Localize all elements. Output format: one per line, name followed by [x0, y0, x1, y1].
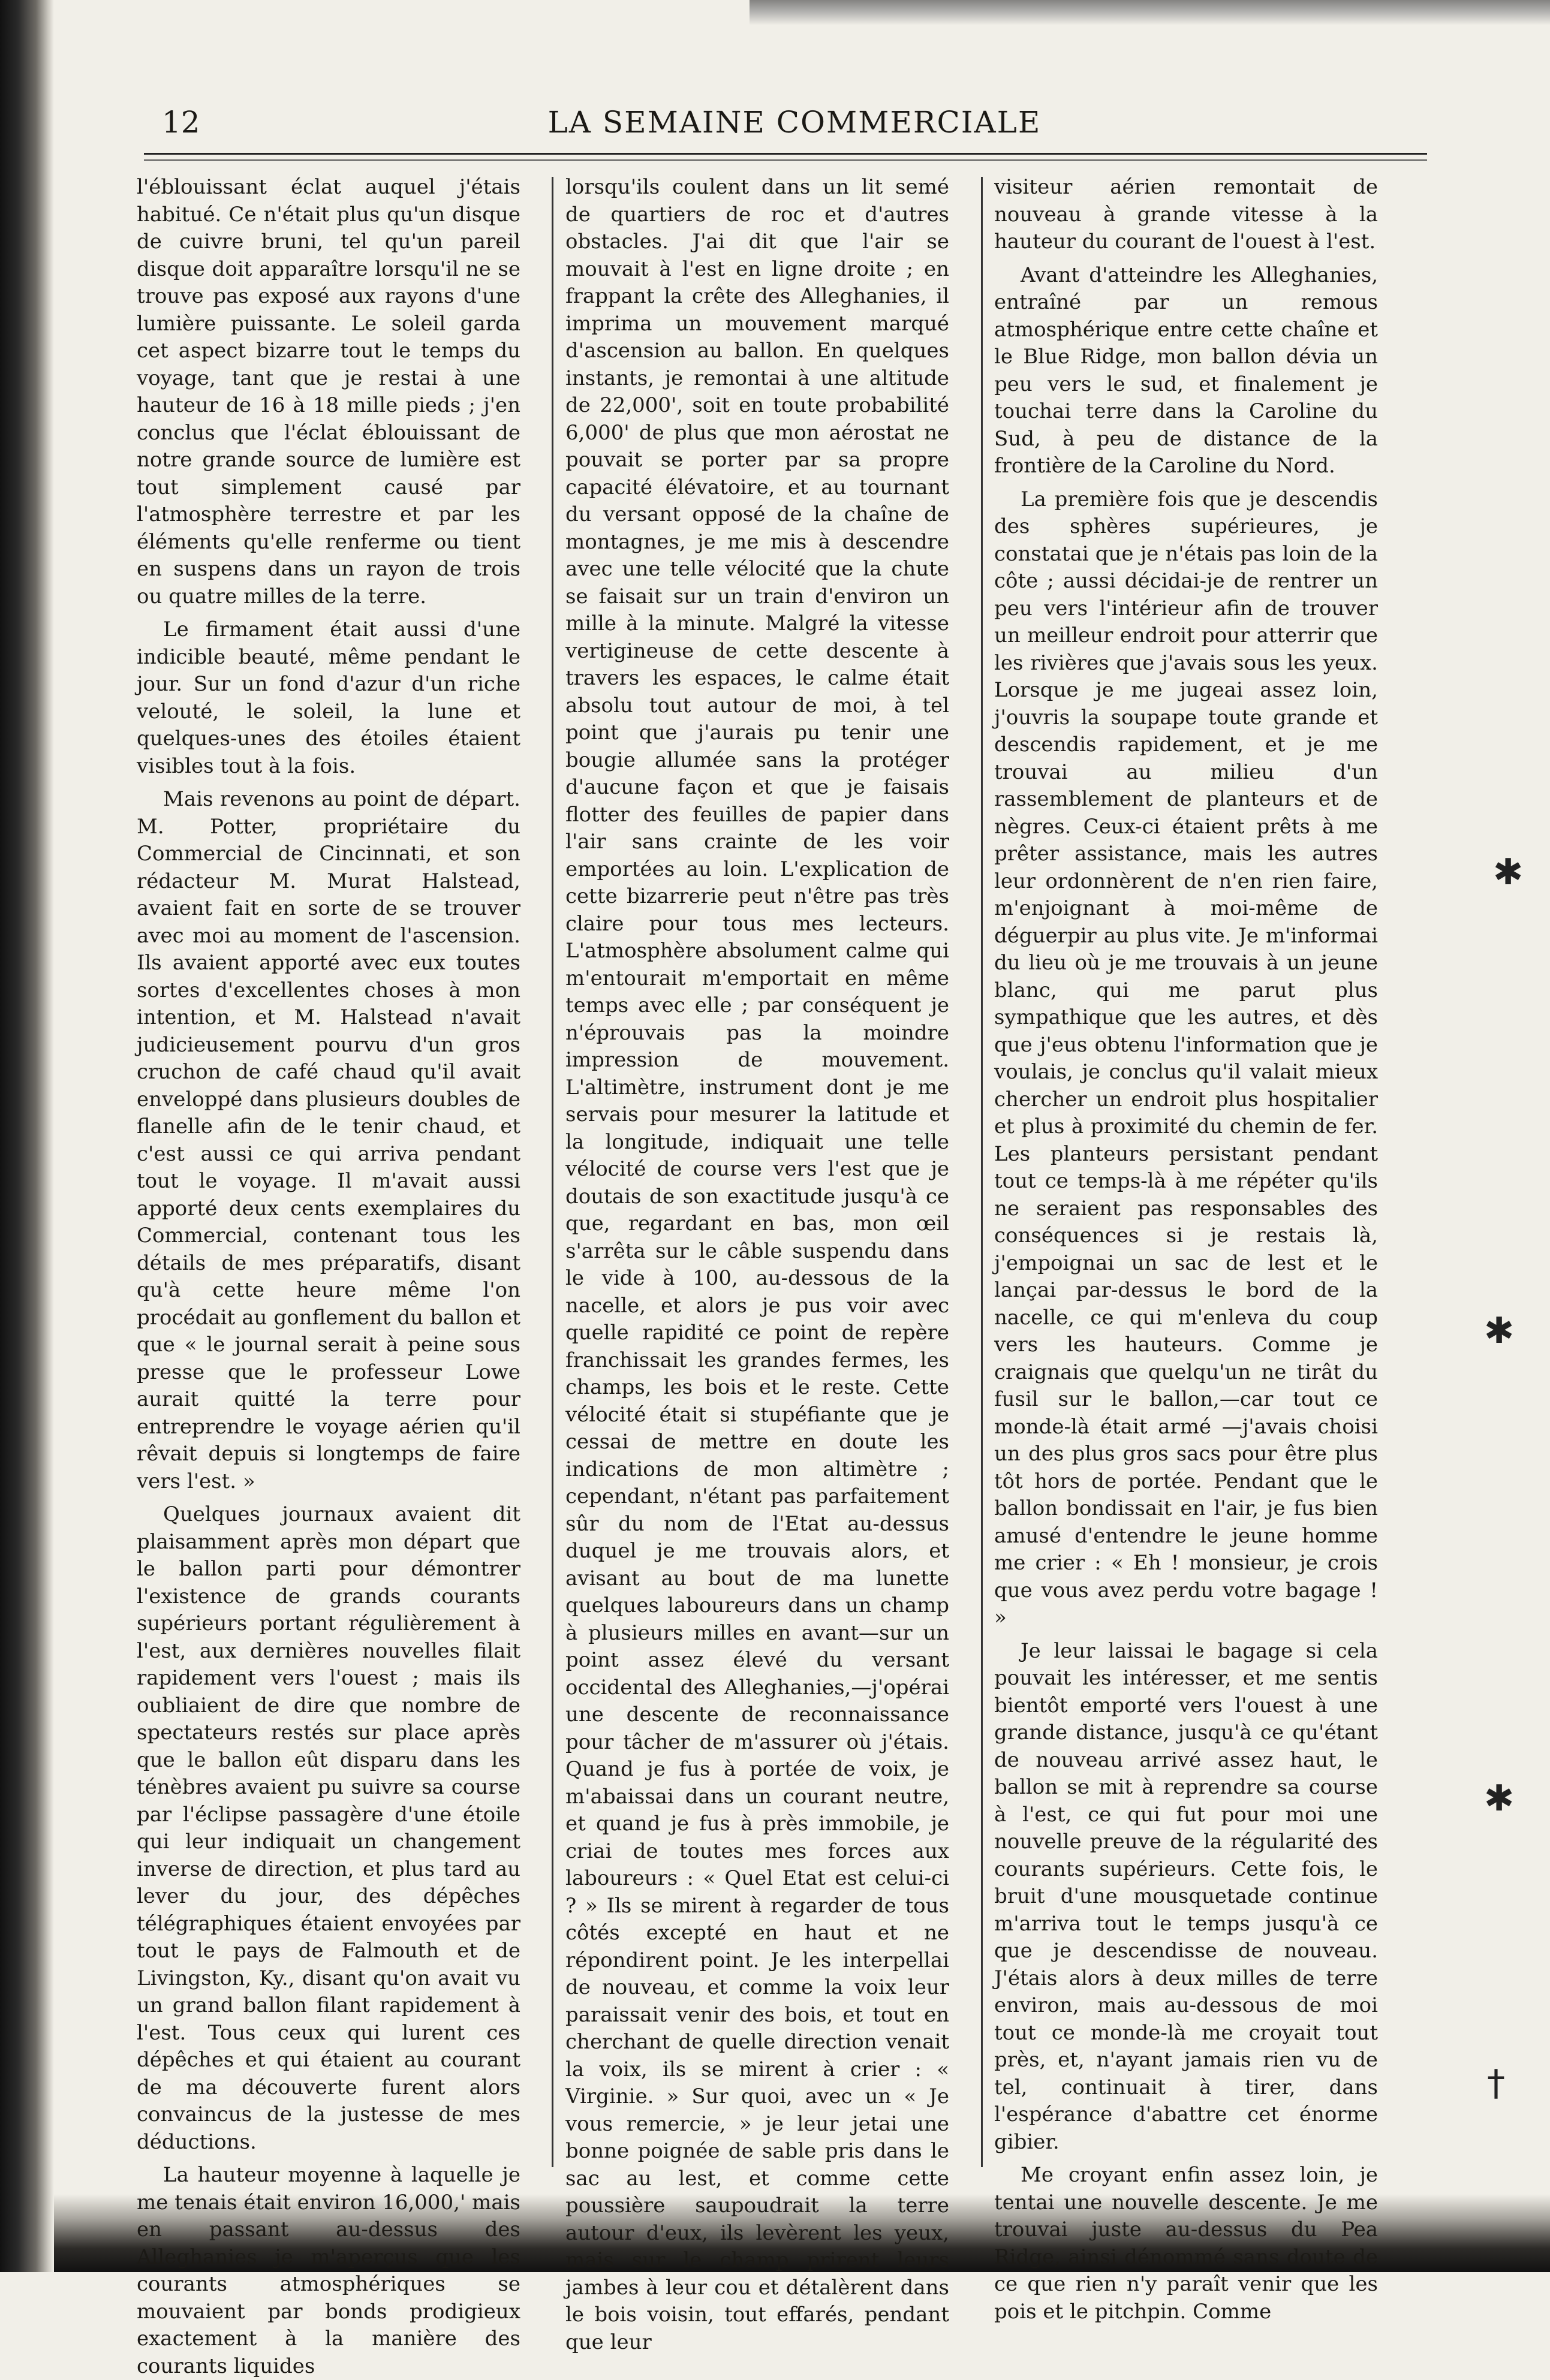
text-column-1	[137, 174, 520, 2378]
journal-title: LA SEMAINE COMMERCIALE	[547, 105, 1042, 140]
margin-mark-icon: ✱	[1493, 851, 1524, 893]
paragraph: visiteur aérien remontait de nouveau à grande vitesse à la hauteur du courant de l'ouest à l'est.	[994, 175, 1378, 254]
text-column-3	[994, 174, 1378, 2324]
paragraph: La hauteur moyenne à laquelle je me tenais était environ 16,000,' mais en passant au-dessus des Alleghanies je m'aperçus que les courants atmosphériques se mouvaient par bonds prodigieux exactement à la manière des courants liquides	[137, 2163, 520, 2378]
paragraph: La première fois que je descendis des sphères supérieures, je constatai que je n'étais pas loin de la côte ; aussi décidai-je de rentrer un peu vers l'intérieur afin de trouver un meilleur endroit pour atterrir que les rivières que j'avais sous les yeux. Lorsque je me jugeai assez loin, j'ouvris la soupape toute grande et descendis rapidement, et je me trouvai au milieu d'un rassemblement de planteurs et de nègres. Ceux-ci étaient prêts à me prêter assistance, mais les autres leur ordonnèrent de n'en rien faire, m'enjoignant à moi-même de déguerpir au plus vite. Je m'informai du lieu où je me trouvais à un jeune blanc, qui me parut plus sympathique que les autres, et dès que j'eus obtenu l'information que je voulais, je conclus qu'il valait mieux chercher un endroit plus hospitalier et plus à proximité du chemin de fer. Les planteurs persistant pendant tout ce temps-là à me répéter qu'ils ne seraient pas responsables des conséquences si je restais là, j'empoignai un sac de lest et le lançai par-dessus le bord de la nacelle, ce qui m'enleva du coup vers les hauteurs. Comme je craignais que quelqu'un ne tirât du fusil sur le ballon,—car tout ce monde-là était armé —j'avais choisi un des plus gros sacs pour être plus tôt hors de portée. Pendant que le ballon bondissait en l'air, je fus bien amusé d'entendre le jeune homme me crier : « Eh ! monsieur, je crois que vous avez perdu votre bagage ! »	[994, 487, 1378, 1629]
paragraph: Je leur laissai le bagage si cela pouvait les intéresser, et me sentis bientôt emporté vers l'ouest à une grande distance, jusqu'à ce qu'étant de nouveau arrivé assez haut, le ballon se mit à reprendre sa course à l'est, ce qui fut pour moi une nouvelle preuve de la régularité des courants supérieurs. Cette fois, le bruit d'une mousquetade continue m'arriva tout le temps jusqu'à ce que je descendisse de nouveau. J'étais alors à deux milles de terre environ, mais au-dessous de moi tout ce monde-là me croyait tout près, et, n'ayant jamais rien vu de tel, continuait à tirer, dans l'espérance d'abattre cet énorme gibier.	[994, 1638, 1378, 2154]
margin-mark-icon: ✱	[1484, 1778, 1515, 1819]
paragraph: Quelques journaux avaient dit plaisamment après mon départ que le ballon parti pour démontrer l'existence de grands courants supérieurs portant régulièrement à l'est, aux dernières nouvelles filait rapidement vers l'ouest ; mais ils oubliaient de dire que nombre de spectateurs restés sur place après que le ballon eût disparu dans les ténèbres avaient pu suivre sa course par l'éclipse passagère d'une étoile qui leur indiquait un changement inverse de direction, et plus tard au lever du jour, des dépêches télégraphiques étaient envoyées par tout le pays de Falmouth et de Livingston, Ky., disant qu'on avait vu un grand ballon filant rapidement à l'est. Tous ceux qui lurent ces dépêches et qui étaient au courant de ma découverte furent alors convaincus de la justesse de mes déductions.	[137, 1502, 520, 2154]
margin-mark-icon: ✱	[1484, 1310, 1515, 1352]
paragraph: l'éblouissant éclat auquel j'étais habitué. Ce n'était plus qu'un disque de cuivre bruni, tel qu'un pareil disque doit apparaître lorsqu'il ne se trouve pas exposé aux rayons d'une lumière puissante. Le soleil garda cet aspect bizarre tout le temps du voyage, tant que je restai à une hauteur de 16 à 18 mille pieds ; j'en conclus que l'éclat éblouissant de notre grande source de lumière est tout simplement causé par l'atmosphère terrestre et par les éléments qu'elle renferme ou tient en suspens dans un rayon de trois ou quatre milles de la terre.	[137, 175, 520, 608]
paragraph: Le firmament était aussi d'une indicible beauté, même pendant le jour. Sur un fond d'azur d'un riche velouté, le soleil, la lune et quelques-unes des étoiles étaient visibles tout à la fois.	[137, 617, 520, 778]
scan-left-edge	[0, 0, 54, 2272]
scan-top-edge	[750, 0, 1550, 25]
column-divider	[981, 177, 983, 2167]
page-header	[162, 99, 1427, 153]
paragraph: lorsqu'ils coulent dans un lit semé de quartiers de roc et d'autres obstacles. J'ai dit que l'air se mouvait à l'est en ligne droite ; en frappant la crête des Alleghanies, il imprima un mouvement marqué d'ascension au ballon. En quelques instants, je remontai à une altitude de 22,000', soit en toute probabilité 6,000' de plus que mon aérostat ne pouvait se porter par sa propre capacité élévatoire, et au tournant du versant opposé de la chaîne de montagnes, je me mis à descendre avec une telle vélocité que la chute se faisait sur un train d'environ un mille à la minute. Malgré la vitesse vertigineuse de cette descente à travers les espaces, le calme était absolu tout autour de moi, à tel point que j'aurais pu tenir une bougie allumée sans la protéger d'aucune façon et que je faisais flotter des feuilles de papier dans l'air sans crainte de les voir emportées au loin. L'explication de cette bizarrerie peut n'être pas très claire pour tous mes lecteurs. L'atmosphère absolument calme qui m'entourait m'emportait en même temps avec elle ; par conséquent je n'éprouvais pas la moindre impression de mouvement. L'altimètre, instrument dont je me servais pour mesurer la latitude et la longitude, indiquait une telle vélocité de course vers l'est que je doutais de son exactitude jusqu'à ce que, regardant en bas, mon œil s'arrêta sur le câble suspendu dans le vide à 100, au-dessous de la nacelle, et alors je pus voir avec quelle rapidité ce point de repère franchissait les grandes fermes, les champs, les bois et le reste. Cette vélocité était si stupéfiante que je cessai de mettre en doute les indications de mon altimètre ; cependant, n'étant pas parfaitement sûr du nom de l'Etat au-dessus duquel je me trouvais alors, et avisant au bout de ma lunette quelques laboureurs dans un champ à plusieurs milles en avant—sur un point assez élevé du versant occidental des Alleghanies,—j'opérai une descente de reconnaissance pour tâcher de m'assurer où j'étais. Quand je fus à portée de voix, je m'abaissai dans un courant neutre, et quand je fus à près immobile, je criai de toutes mes forces aux laboureurs : « Quel Etat est celui-ci ? » Ils se mirent à regarder de tous côtés excepté en haut et ne répondirent point. Je les interpellai de nouveau, et comme la voix leur paraissait venir des bois, et tout en cherchant de quelle direction venait la voix, ils se mirent à crier : « Virginie. » Sur quoi, avec un « Je vous remercie, » je leur jetai une bonne poignée de sable pris dans le sac au lest, et comme cette poussière saupoudrait la terre autour d'eux, ils levèrent les yeux, mais sur le champ prirent leurs jambes à leur cou et détalèrent dans le bois voisin, tout effarés, pendant que leur	[565, 175, 949, 2354]
paragraph: Me croyant enfin assez loin, je tentai une nouvelle descente. Je me trouvai juste au-dessus du Pea Ridge, ainsi dénommé sans doute de ce que rien n'y paraît venir que les pois et le pitchpin. Comme	[994, 2163, 1378, 2324]
header-rule	[144, 153, 1427, 161]
paragraph: Avant d'atteindre les Alleghanies, entraîné par un remous atmosphérique entre cette chaîne et le Blue Ridge, mon ballon dévia un peu vers le sud, et finalement je touchai terre dans la Caroline du Sud, à peu de distance de la frontière de la Caroline du Nord.	[994, 263, 1378, 478]
paragraph: Mais revenons au point de départ. M. Potter, propriétaire du Commercial de Cincinnati, et son rédacteur M. Murat Halstead, avaient fait en sorte de se trouver avec moi au moment de l'ascension. Ils avaient apporté avec eux toutes sortes d'excellentes choses à mon intention, et M. Halstead n'avait judicieusement pourvu d'un gros cruchon de café chaud qu'il avait enveloppé dans plusieurs doubles de flanelle afin de le tenir chaud, et c'est aussi ce qui arriva pendant tout le voyage. Il m'avait aussi apporté deux cents exemplaires du Commercial, contenant tous les détails de mes préparatifs, disant qu'à cette heure même l'on procédait au gonflement du ballon et que « le journal serait à peine sous presse que le professeur Lowe aurait quitté la terre pour entreprendre le voyage aérien qu'il rêvait depuis si longtemps de faire vers l'est. »	[137, 787, 520, 1493]
text-column-2	[565, 174, 949, 2354]
column-divider	[552, 177, 553, 2167]
margin-mark-icon: †	[1487, 2062, 1505, 2104]
page-number: 12	[162, 105, 200, 140]
